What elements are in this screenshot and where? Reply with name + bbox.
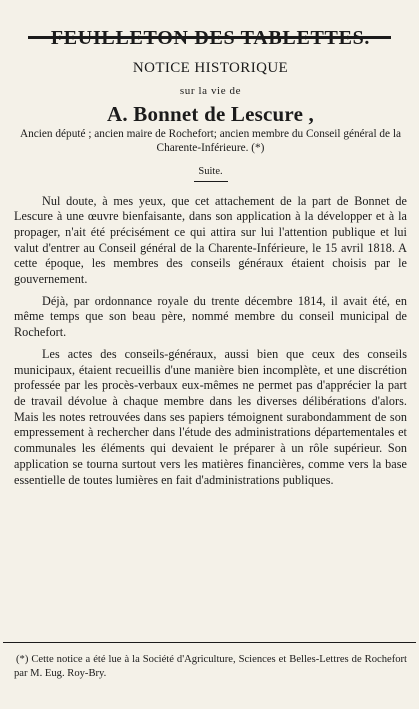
notice-title: NOTICE HISTORIQUE — [132, 60, 289, 76]
paragraph-2: Déjà, par ordonnance royale du trente décembre 1814, il avait été, en même temps que son beau père, nommé membre du conseil municipal de Rochefort. — [14, 293, 407, 340]
footnote-divider — [3, 642, 416, 643]
suite-divider — [194, 181, 228, 182]
footnote: (*) Cette notice a été lue à la Société d'Agriculture, Sciences et Belles-Lettres de Rochefort par M. Eug. Roy-Bry. — [14, 654, 407, 679]
article-body — [14, 194, 407, 489]
intro-line: sur la vie de — [179, 85, 242, 97]
paragraph-3: Les actes des conseils-généraux, aussi bien que ceux des conseils municipaux, étaient recueillis d'une manière bien incomplète, et une discrétion professée par les procès-verbaux eux-mêmes ne permet pas d'apprécier la part de travail dévolue à chaque membre dans les diverses délibérations d'alors. Mais les notes retrouvées dans ses papiers témoignent surabondamment de son empressement à rechercher dans l'étude des administrations départementales et communales les éléments qui devaient le préparer à un rôle supérieur. Son application se tourna surtout vers les matières financières, comme vers la base essentielle de toutes lumières en fait d'administrations publiques. — [14, 346, 407, 487]
paragraph-1: Nul doute, à mes yeux, que cet attachement de la part de Bonnet de Lescure à une œuvre bienfaisante, dans son application à la développer et à la propager, n'ait été précisément ce qui attira sur lui l'attention publique et lui valut d'entrer au Conseil général de la Charente-Inférieure, le 15 avril 1818. A cette époque, les membres des conseils généraux étaient choisis par le gouvernement. — [14, 193, 407, 287]
suite-label: Suite. — [198, 166, 223, 178]
feuilleton-title: FEUILLETON DES TABLETTES. — [50, 27, 371, 49]
top-rule — [28, 36, 391, 39]
subject-name: A. Bonnet de Lescure , — [106, 102, 314, 126]
newspaper-page — [0, 28, 419, 709]
article-header — [14, 28, 407, 182]
subject-description: Ancien député ; ancien maire de Rochefort; ancien membre du Conseil général de la Charente-Inférieure. (*) — [19, 128, 402, 155]
